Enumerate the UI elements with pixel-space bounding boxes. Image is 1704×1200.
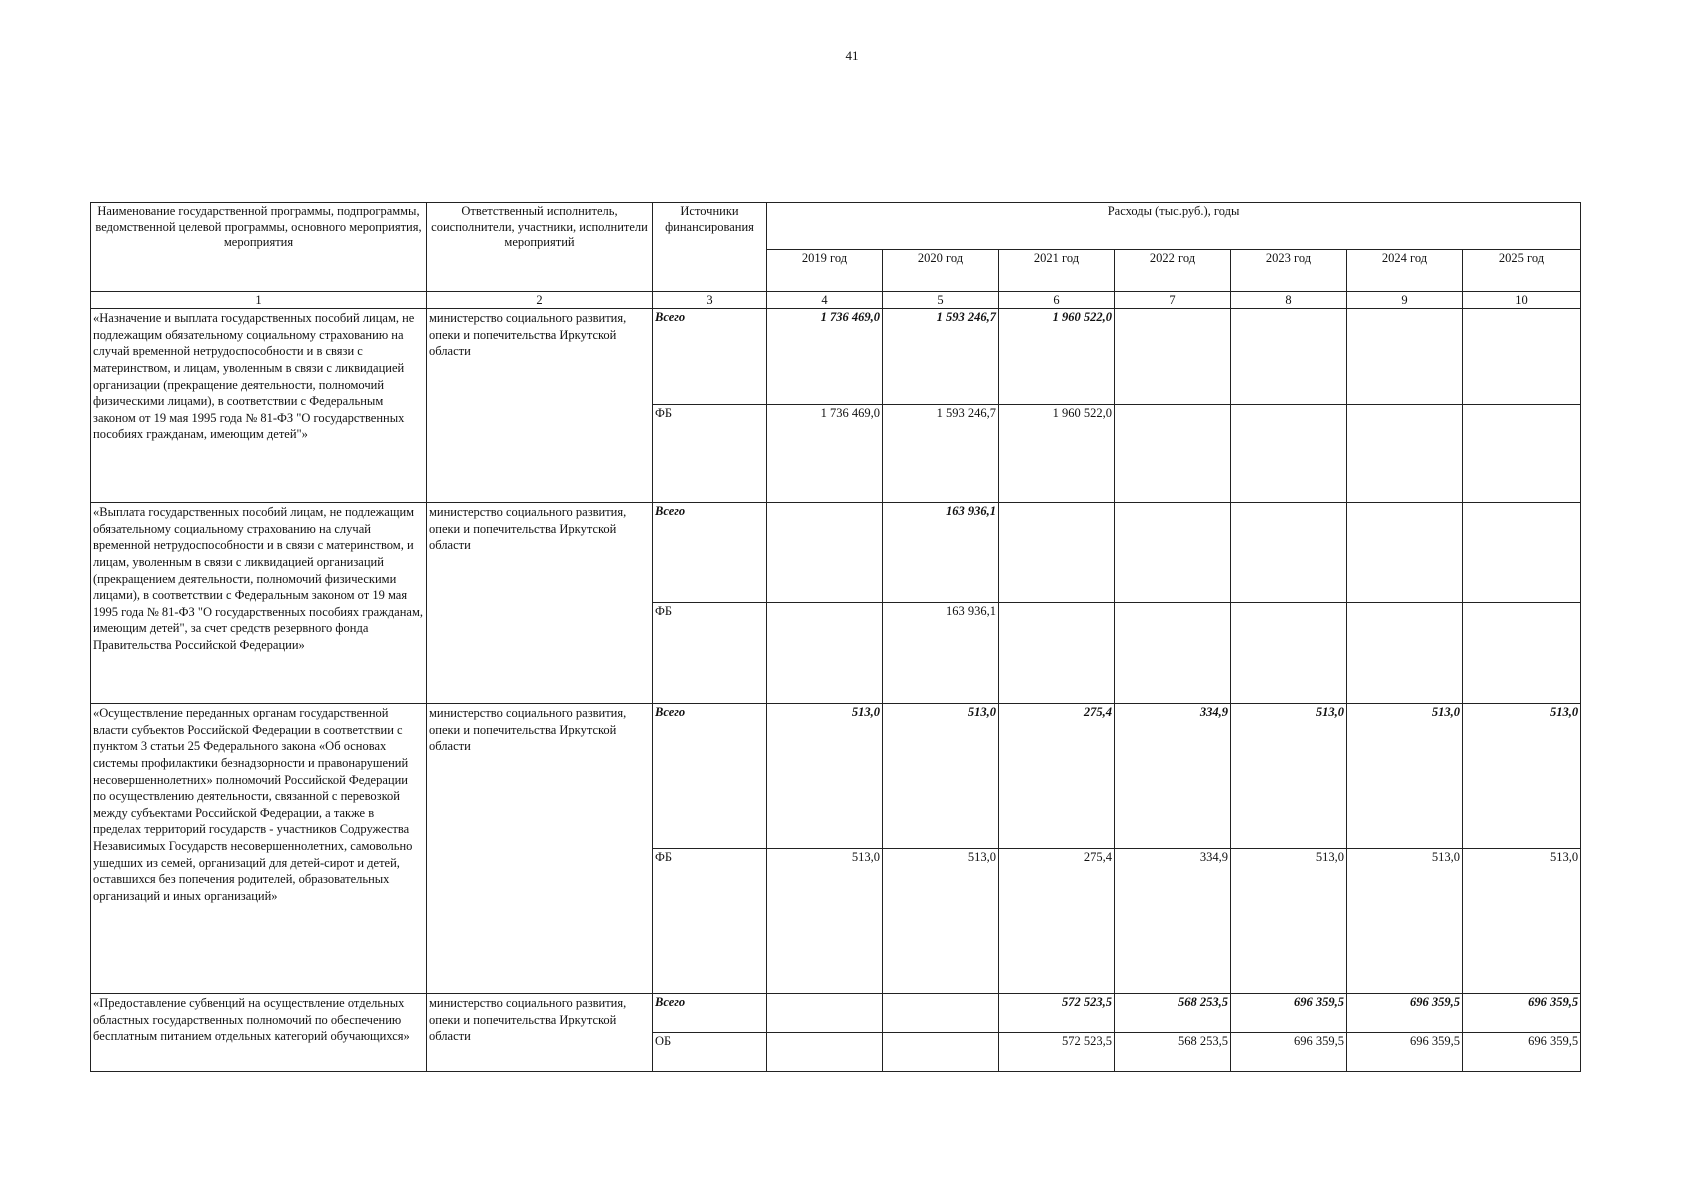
source-total: Всего [653, 503, 767, 603]
value-cell: 696 359,5 [1463, 1033, 1581, 1072]
value-cell [1463, 503, 1581, 603]
value-cell: 696 359,5 [1231, 1033, 1347, 1072]
executor: министерство социального развития, опеки и попечительства Иркутской области [427, 309, 653, 503]
value-cell [1231, 309, 1347, 405]
column-number: 8 [1231, 292, 1347, 309]
column-number: 10 [1463, 292, 1581, 309]
header-year: 2020 год [883, 250, 999, 292]
value-cell [1347, 503, 1463, 603]
value-cell [1115, 503, 1231, 603]
value-cell: 1 736 469,0 [767, 405, 883, 503]
value-cell [883, 994, 999, 1033]
header-source: Источники финансирования [653, 203, 767, 292]
value-cell: 513,0 [1347, 704, 1463, 849]
value-cell [1231, 603, 1347, 704]
table-row [91, 309, 1581, 405]
value-cell: 696 359,5 [1231, 994, 1347, 1033]
value-cell [1347, 603, 1463, 704]
column-number: 3 [653, 292, 767, 309]
value-cell: 513,0 [1463, 704, 1581, 849]
source-sub: ОБ [653, 1033, 767, 1072]
value-cell: 163 936,1 [883, 603, 999, 704]
expenses-table [90, 202, 1581, 1072]
value-cell: 1 960 522,0 [999, 309, 1115, 405]
column-number: 6 [999, 292, 1115, 309]
value-cell: 513,0 [883, 704, 999, 849]
header-year: 2021 год [999, 250, 1115, 292]
header-name: Наименование государственной программы, подпрограммы, ведомственной целевой программы, основного мероприятия, мероприятия [91, 203, 427, 292]
source-sub: ФБ [653, 849, 767, 994]
header-expenses: Расходы (тыс.руб.), годы [767, 203, 1581, 250]
value-cell [767, 1033, 883, 1072]
value-cell: 1 593 246,7 [883, 405, 999, 503]
value-cell: 572 523,5 [999, 994, 1115, 1033]
column-number: 7 [1115, 292, 1231, 309]
measure-name: «Предоставление субвенций на осуществление отдельных областных государственных полномочий по обеспечению бесплатным питанием отдельных категорий обучающихся» [91, 994, 427, 1072]
page-number: 41 [845, 48, 859, 63]
value-cell: 1 736 469,0 [767, 309, 883, 405]
value-cell: 572 523,5 [999, 1033, 1115, 1072]
header-year: 2023 год [1231, 250, 1347, 292]
table-row [91, 704, 1581, 849]
header-year: 2024 год [1347, 250, 1463, 292]
value-cell [1347, 405, 1463, 503]
source-total: Всего [653, 704, 767, 849]
value-cell [1231, 405, 1347, 503]
value-cell: 513,0 [767, 704, 883, 849]
executor: министерство социального развития, опеки и попечительства Иркутской области [427, 503, 653, 704]
value-cell [999, 503, 1115, 603]
value-cell [767, 603, 883, 704]
column-number: 4 [767, 292, 883, 309]
value-cell [1115, 309, 1231, 405]
value-cell [1231, 503, 1347, 603]
executor: министерство социального развития, опеки и попечительства Иркутской области [427, 704, 653, 994]
measure-name: «Назначение и выплата государственных пособий лицам, не подлежащим обязательному социальному страхованию на случай временной нетрудоспособности и в связи с материнством, и лицам, уволенным в связи с ликвидацией организации (прекращение деятельности, полномочий физическими лицами), в соответствии с Федеральным законом от 19 мая 1995 года № 81-ФЗ "О государственных пособиях гражданам, имеющим детей"» [91, 309, 427, 503]
source-total: Всего [653, 309, 767, 405]
source-sub: ФБ [653, 405, 767, 503]
header-year: 2022 год [1115, 250, 1231, 292]
value-cell: 334,9 [1115, 704, 1231, 849]
header-year: 2019 год [767, 250, 883, 292]
value-cell [1463, 309, 1581, 405]
value-cell: 275,4 [999, 704, 1115, 849]
header-executor: Ответственный исполнитель, соисполнители, участники, исполнители мероприятий [427, 203, 653, 292]
value-cell: 513,0 [1463, 849, 1581, 994]
column-number: 2 [427, 292, 653, 309]
source-sub: ФБ [653, 603, 767, 704]
header-year: 2025 год [1463, 250, 1581, 292]
value-cell: 513,0 [1231, 704, 1347, 849]
value-cell [1115, 603, 1231, 704]
executor: министерство социального развития, опеки и попечительства Иркутской области [427, 994, 653, 1072]
value-cell: 513,0 [883, 849, 999, 994]
value-cell: 275,4 [999, 849, 1115, 994]
value-cell: 696 359,5 [1463, 994, 1581, 1033]
value-cell [1347, 309, 1463, 405]
value-cell: 1 960 522,0 [999, 405, 1115, 503]
measure-name: «Осуществление переданных органам государственной власти субъектов Российской Федерации в соответствии с пунктом 3 статьи 25 Федерального закона «Об основах системы профилактики безнадзорности и правонарушений несовершеннолетних» полномочий Российской Федерации по осуществлению деятельности, связанной с перевозкой между субъектами Российской Федерации, а также в пределах территорий государств - участников Содружества Независимых Государств несовершеннолетних, самовольно ушедших из семей, организаций для детей-сирот и детей, оставшихся без попечения родителей, образовательных организаций и иных организаций» [91, 704, 427, 994]
value-cell: 696 359,5 [1347, 994, 1463, 1033]
value-cell [767, 994, 883, 1033]
value-cell [883, 1033, 999, 1072]
value-cell [1115, 405, 1231, 503]
source-total: Всего [653, 994, 767, 1033]
column-number: 9 [1347, 292, 1463, 309]
value-cell [767, 503, 883, 603]
column-number: 5 [883, 292, 999, 309]
value-cell: 513,0 [767, 849, 883, 994]
value-cell: 1 593 246,7 [883, 309, 999, 405]
value-cell: 334,9 [1115, 849, 1231, 994]
value-cell [1463, 603, 1581, 704]
value-cell: 568 253,5 [1115, 994, 1231, 1033]
table-row [91, 994, 1581, 1033]
value-cell: 163 936,1 [883, 503, 999, 603]
value-cell: 513,0 [1347, 849, 1463, 994]
column-number: 1 [91, 292, 427, 309]
measure-name: «Выплата государственных пособий лицам, не подлежащим обязательному социальному страхованию на случай временной нетрудоспособности и в связи с материнством, и лицам, уволенным в связи с ликвидацией организаций (прекращением деятельности, полномочий физическими лицами), в соответствии с Федеральным законом от 19 мая 1995 года № 81-ФЗ "О государственных пособиях гражданам, имеющим детей", за счет средств резервного фонда Правительства Российской Федерации» [91, 503, 427, 704]
value-cell [1463, 405, 1581, 503]
value-cell: 696 359,5 [1347, 1033, 1463, 1072]
value-cell: 513,0 [1231, 849, 1347, 994]
value-cell: 568 253,5 [1115, 1033, 1231, 1072]
table-row [91, 503, 1581, 603]
value-cell [999, 603, 1115, 704]
